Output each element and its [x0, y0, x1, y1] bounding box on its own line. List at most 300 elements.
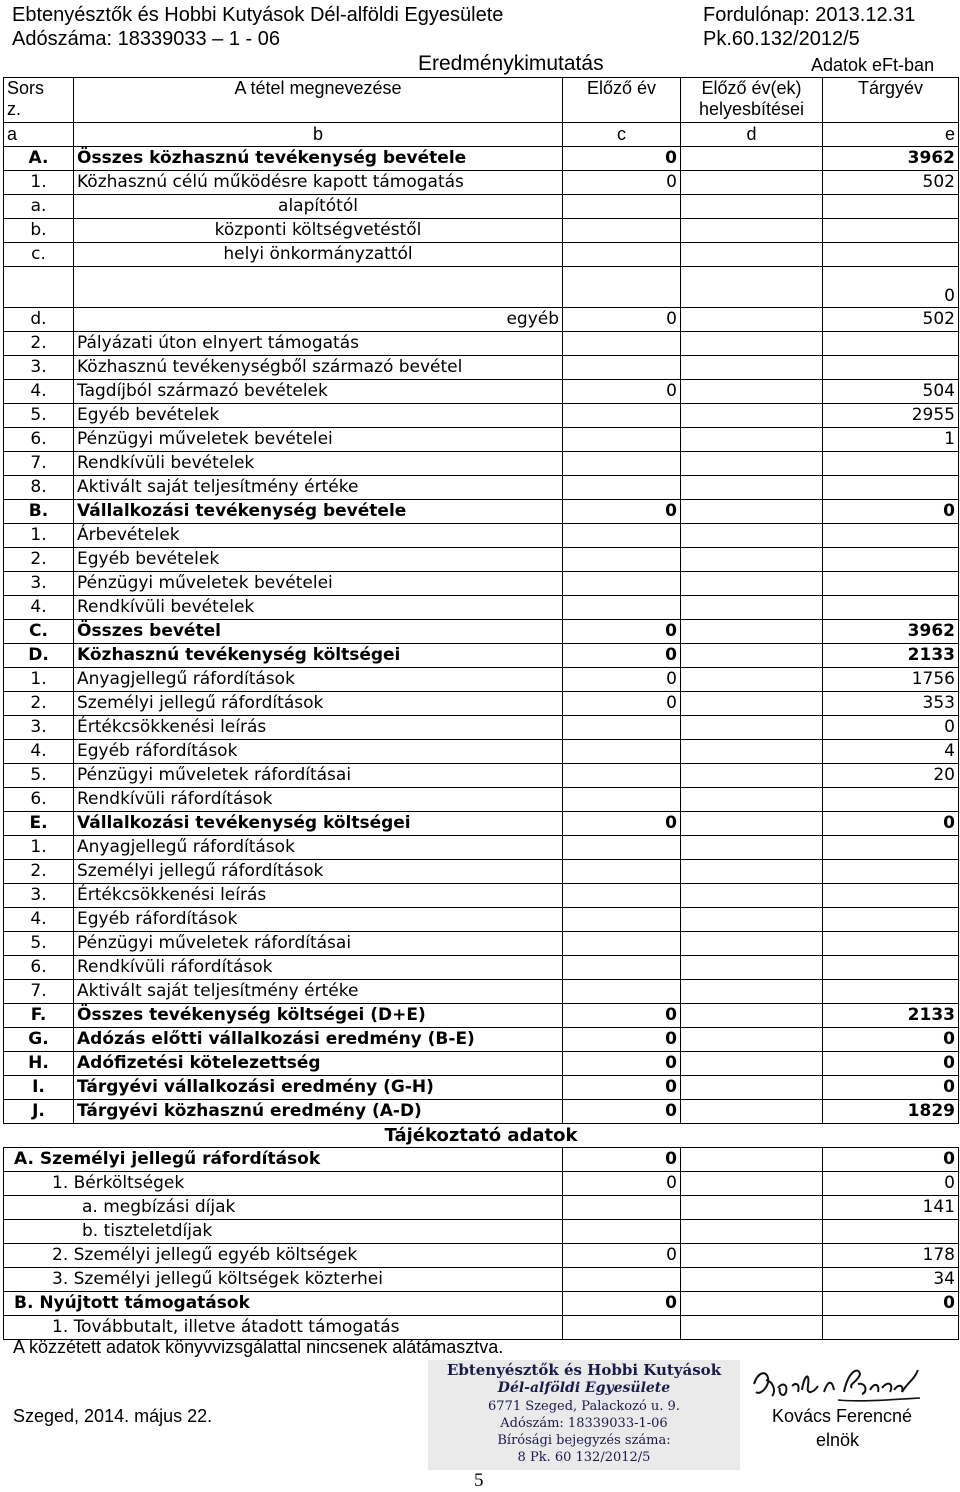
row-adjustments — [681, 524, 823, 548]
row-current-year: 0 — [823, 1028, 959, 1052]
row-code: 7. — [4, 452, 74, 476]
row-code: G. — [4, 1028, 74, 1052]
document-title: Eredménykimutatás — [418, 52, 604, 75]
row-name: Vállalkozási tevékenység bevétele — [74, 500, 563, 524]
info-row-prev-year: 0 — [563, 1244, 681, 1268]
info-row-current-year: 141 — [823, 1196, 959, 1220]
info-row — [4, 1172, 959, 1196]
row-current-year: 504 — [823, 380, 959, 404]
row-code: J. — [4, 1100, 74, 1124]
row-current-year: 0 — [823, 267, 959, 308]
info-row — [4, 1148, 959, 1172]
row-adjustments — [681, 452, 823, 476]
row-prev-year: 0 — [563, 500, 681, 524]
table-row — [4, 980, 959, 1004]
info-row-adjustments — [681, 1244, 823, 1268]
page-number: 5 — [474, 1470, 484, 1491]
row-name: Egyéb bevételek — [74, 548, 563, 572]
row-code: 3. — [4, 716, 74, 740]
info-row-current-year: 0 — [823, 1148, 959, 1172]
row-code: 4. — [4, 596, 74, 620]
row-code: I. — [4, 1076, 74, 1100]
info-row-adjustments — [681, 1148, 823, 1172]
row-code: 2. — [4, 332, 74, 356]
place-date: Szeged, 2014. május 22. — [13, 1406, 213, 1426]
info-row-current-year: 0 — [823, 1292, 959, 1316]
tax-number: Adószáma: 18339033 – 1 - 06 — [12, 28, 280, 50]
header-adjustments — [681, 78, 823, 123]
row-name: Pénzügyi műveletek ráfordításai — [74, 764, 563, 788]
info-row-name: 2. Személyi jellegű egyéb költségek — [4, 1244, 563, 1268]
row-prev-year: 0 — [563, 692, 681, 716]
row-current-year: 0 — [823, 716, 959, 740]
row-current-year — [823, 452, 959, 476]
table-row — [4, 267, 959, 308]
row-adjustments — [681, 740, 823, 764]
row-prev-year — [563, 404, 681, 428]
row-adjustments — [681, 836, 823, 860]
row-adjustments — [681, 147, 823, 171]
row-adjustments — [681, 1052, 823, 1076]
row-prev-year — [563, 788, 681, 812]
turn-date: Fordulónap: 2013.12.31 — [703, 4, 916, 26]
table-row — [4, 356, 959, 380]
col-letter-d: d — [681, 123, 823, 147]
row-prev-year — [563, 884, 681, 908]
row-name: Rendkívüli ráfordítások — [74, 956, 563, 980]
row-current-year: 0 — [823, 500, 959, 524]
row-name: alapítótól — [74, 195, 563, 219]
org-name: Ebtenyésztők és Hobbi Kutyások Dél-alföldi Egyesülete — [12, 4, 504, 26]
row-name — [74, 267, 563, 308]
row-code: 2. — [4, 692, 74, 716]
row-prev-year — [563, 596, 681, 620]
row-code: 6. — [4, 956, 74, 980]
table-row — [4, 1100, 959, 1124]
row-code: 1. — [4, 836, 74, 860]
row-name: Értékcsökkenési leírás — [74, 884, 563, 908]
row-adjustments — [681, 980, 823, 1004]
stamp-line-1: Ebtenyésztők és Hobbi Kutyások — [446, 1361, 722, 1379]
row-code: 5. — [4, 764, 74, 788]
row-prev-year: 0 — [563, 1076, 681, 1100]
row-current-year — [823, 980, 959, 1004]
row-current-year: 2133 — [823, 644, 959, 668]
court-registration: Pk.60.132/2012/5 — [703, 28, 860, 50]
info-row-prev-year: 0 — [563, 1172, 681, 1196]
info-row-adjustments — [681, 1196, 823, 1220]
row-current-year: 2133 — [823, 1004, 959, 1028]
row-prev-year — [563, 908, 681, 932]
row-current-year: 1756 — [823, 668, 959, 692]
row-prev-year: 0 — [563, 171, 681, 195]
row-adjustments — [681, 692, 823, 716]
row-prev-year — [563, 836, 681, 860]
header-adjustments-line1: Előző év(ek) — [701, 78, 802, 98]
header-current-year: Tárgyév — [823, 78, 959, 123]
row-current-year: 1829 — [823, 1100, 959, 1124]
row-name: Pénzügyi műveletek ráfordításai — [74, 932, 563, 956]
col-letter-c: c — [563, 123, 681, 147]
table-row — [4, 1004, 959, 1028]
table-row — [4, 147, 959, 171]
row-name: Tárgyévi vállalkozási eredmény (G-H) — [74, 1076, 563, 1100]
row-name: Árbevételek — [74, 524, 563, 548]
table-row — [4, 860, 959, 884]
audit-note: A közzétett adatok könyvvizsgálattal nincsenek alátámasztva. — [13, 1337, 504, 1357]
table-row — [4, 428, 959, 452]
table-row — [4, 788, 959, 812]
income-statement-table — [3, 77, 959, 1340]
row-adjustments — [681, 1028, 823, 1052]
row-name: Vállalkozási tevékenység költségei — [74, 812, 563, 836]
row-adjustments — [681, 788, 823, 812]
info-row-current-year: 0 — [823, 1172, 959, 1196]
table-row — [4, 692, 959, 716]
row-code: B. — [4, 500, 74, 524]
table-row — [4, 1076, 959, 1100]
info-title: Tájékoztató adatok — [4, 1124, 959, 1148]
row-code: A. — [4, 147, 74, 171]
info-row-prev-year — [563, 1196, 681, 1220]
table-row — [4, 908, 959, 932]
table-row — [4, 644, 959, 668]
row-prev-year — [563, 740, 681, 764]
row-name: Közhasznú célú működésre kapott támogatás — [74, 171, 563, 195]
row-name: Aktivált saját teljesítmény értéke — [74, 980, 563, 1004]
table-row — [4, 764, 959, 788]
row-code: d. — [4, 308, 74, 332]
row-name: Rendkívüli bevételek — [74, 452, 563, 476]
row-adjustments — [681, 548, 823, 572]
row-code: 1. — [4, 668, 74, 692]
row-prev-year: 0 — [563, 1100, 681, 1124]
info-row-prev-year — [563, 1220, 681, 1244]
row-adjustments — [681, 932, 823, 956]
table-body — [4, 78, 959, 1340]
table-row — [4, 243, 959, 267]
row-name: Anyagjellegű ráfordítások — [74, 836, 563, 860]
row-current-year — [823, 332, 959, 356]
row-adjustments — [681, 716, 823, 740]
col-letter-a: a — [4, 123, 74, 147]
row-prev-year — [563, 332, 681, 356]
table-row — [4, 572, 959, 596]
row-code: 4. — [4, 740, 74, 764]
row-current-year: 0 — [823, 812, 959, 836]
table-row — [4, 195, 959, 219]
row-adjustments — [681, 500, 823, 524]
info-row-prev-year: 0 — [563, 1148, 681, 1172]
info-row-name: B. Nyújtott támogatások — [4, 1292, 563, 1316]
row-prev-year — [563, 860, 681, 884]
row-current-year — [823, 956, 959, 980]
stamp-line-2: Dél-alföldi Egyesülete — [497, 1380, 671, 1396]
row-name: Tagdíjból származó bevételek — [74, 380, 563, 404]
table-row — [4, 932, 959, 956]
row-current-year — [823, 932, 959, 956]
signer-role: elnök — [816, 1430, 860, 1450]
info-row — [4, 1268, 959, 1292]
row-name: központi költségvetéstől — [74, 219, 563, 243]
header-sorsz — [4, 78, 74, 123]
row-code: 3. — [4, 884, 74, 908]
row-current-year — [823, 524, 959, 548]
row-name: Egyéb bevételek — [74, 404, 563, 428]
row-prev-year — [563, 195, 681, 219]
table-row — [4, 956, 959, 980]
table-row — [4, 500, 959, 524]
stamp-line-6: 8 Pk. 60 132/2012/5 — [517, 1450, 651, 1465]
row-name: Személyi jellegű ráfordítások — [74, 692, 563, 716]
table-row — [4, 404, 959, 428]
row-prev-year: 0 — [563, 1052, 681, 1076]
table-header-row — [4, 78, 959, 123]
row-prev-year: 0 — [563, 1028, 681, 1052]
info-row-adjustments — [681, 1220, 823, 1244]
info-row-current-year: 34 — [823, 1268, 959, 1292]
row-adjustments — [681, 1076, 823, 1100]
row-code: F. — [4, 1004, 74, 1028]
info-row-current-year: 178 — [823, 1244, 959, 1268]
row-prev-year — [563, 267, 681, 308]
header-sorsz-line1: Sors — [7, 78, 45, 98]
info-row-adjustments — [681, 1292, 823, 1316]
row-code: 5. — [4, 932, 74, 956]
row-prev-year — [563, 219, 681, 243]
row-code: 5. — [4, 404, 74, 428]
row-name: Egyéb ráfordítások — [74, 908, 563, 932]
header-adjustments-line2: helyesbítései — [698, 99, 805, 119]
row-name: Összes közhasznú tevékenység bevétele — [74, 147, 563, 171]
row-adjustments — [681, 572, 823, 596]
stamp-line-4: Adószám: 18339033-1-06 — [500, 1416, 668, 1431]
row-code: a. — [4, 195, 74, 219]
row-current-year — [823, 788, 959, 812]
row-adjustments — [681, 195, 823, 219]
col-letter-b: b — [74, 123, 563, 147]
stamp-line-3: 6771 Szeged, Palackozó u. 9. — [488, 1399, 680, 1414]
row-current-year: 502 — [823, 171, 959, 195]
info-row — [4, 1292, 959, 1316]
row-current-year: 0 — [823, 1052, 959, 1076]
row-code: b. — [4, 219, 74, 243]
row-name: Anyagjellegű ráfordítások — [74, 668, 563, 692]
row-adjustments — [681, 356, 823, 380]
row-prev-year — [563, 524, 681, 548]
header-item-name: A tétel megnevezése — [74, 78, 563, 123]
info-row-current-year — [823, 1220, 959, 1244]
table-row — [4, 308, 959, 332]
table-row — [4, 1028, 959, 1052]
row-name: Közhasznú tevékenységből származó bevétel — [74, 356, 563, 380]
row-prev-year: 0 — [563, 147, 681, 171]
row-name: Személyi jellegű ráfordítások — [74, 860, 563, 884]
row-current-year — [823, 356, 959, 380]
row-name: Összes bevétel — [74, 620, 563, 644]
info-row-current-year — [823, 1316, 959, 1340]
row-name: Pénzügyi műveletek bevételei — [74, 572, 563, 596]
row-code: 1. — [4, 171, 74, 195]
row-current-year: 2955 — [823, 404, 959, 428]
row-name: Egyéb ráfordítások — [74, 740, 563, 764]
row-prev-year — [563, 356, 681, 380]
row-adjustments — [681, 428, 823, 452]
row-name: egyéb — [74, 308, 563, 332]
info-row-name: A. Személyi jellegű ráfordítások — [4, 1148, 563, 1172]
row-prev-year: 0 — [563, 380, 681, 404]
row-current-year — [823, 195, 959, 219]
table-row — [4, 219, 959, 243]
row-prev-year: 0 — [563, 644, 681, 668]
row-code: 6. — [4, 428, 74, 452]
row-adjustments — [681, 1004, 823, 1028]
row-prev-year — [563, 452, 681, 476]
row-adjustments — [681, 764, 823, 788]
table-row — [4, 171, 959, 195]
units-label: Adatok eFt-ban — [811, 55, 935, 75]
row-adjustments — [681, 380, 823, 404]
info-row-adjustments — [681, 1268, 823, 1292]
row-code: 6. — [4, 788, 74, 812]
row-code: 1. — [4, 524, 74, 548]
row-current-year — [823, 243, 959, 267]
column-letter-row — [4, 123, 959, 147]
info-row-name: b. tiszteletdíjak — [4, 1220, 563, 1244]
row-current-year: 1 — [823, 428, 959, 452]
row-code: 3. — [4, 572, 74, 596]
row-prev-year — [563, 932, 681, 956]
row-current-year: 20 — [823, 764, 959, 788]
row-code: 2. — [4, 860, 74, 884]
row-name: Adófizetési kötelezettség — [74, 1052, 563, 1076]
row-name: Rendkívüli ráfordítások — [74, 788, 563, 812]
row-adjustments — [681, 267, 823, 308]
row-code: D. — [4, 644, 74, 668]
row-code: C. — [4, 620, 74, 644]
row-name: helyi önkormányzattól — [74, 243, 563, 267]
table-row — [4, 836, 959, 860]
row-adjustments — [681, 596, 823, 620]
row-adjustments — [681, 668, 823, 692]
info-row-name: a. megbízási díjak — [4, 1196, 563, 1220]
row-current-year — [823, 908, 959, 932]
organization-stamp — [428, 1360, 740, 1470]
table-row — [4, 884, 959, 908]
info-row-prev-year: 0 — [563, 1292, 681, 1316]
row-prev-year — [563, 428, 681, 452]
table-row — [4, 1052, 959, 1076]
row-adjustments — [681, 308, 823, 332]
row-code: 8. — [4, 476, 74, 500]
row-prev-year — [563, 476, 681, 500]
row-current-year: 3962 — [823, 620, 959, 644]
stamp-line-5: Bírósági bejegyzés száma: — [497, 1433, 671, 1448]
row-prev-year — [563, 572, 681, 596]
row-adjustments — [681, 476, 823, 500]
row-adjustments — [681, 860, 823, 884]
row-code: 3. — [4, 356, 74, 380]
row-name: Pénzügyi műveletek bevételei — [74, 428, 563, 452]
table-row — [4, 548, 959, 572]
row-prev-year — [563, 764, 681, 788]
table-row — [4, 524, 959, 548]
row-adjustments — [681, 404, 823, 428]
row-prev-year — [563, 548, 681, 572]
row-adjustments — [681, 332, 823, 356]
table-row — [4, 596, 959, 620]
row-name: Tárgyévi közhasznú eredmény (A-D) — [74, 1100, 563, 1124]
row-prev-year: 0 — [563, 812, 681, 836]
row-adjustments — [681, 644, 823, 668]
row-prev-year — [563, 243, 681, 267]
table-row — [4, 716, 959, 740]
row-current-year: 0 — [823, 1076, 959, 1100]
info-row-name: 3. Személyi jellegű költségek közterhei — [4, 1268, 563, 1292]
row-current-year — [823, 884, 959, 908]
table-row — [4, 740, 959, 764]
row-adjustments — [681, 908, 823, 932]
row-code: E. — [4, 812, 74, 836]
row-code — [4, 267, 74, 308]
row-current-year — [823, 572, 959, 596]
row-current-year: 502 — [823, 308, 959, 332]
row-adjustments — [681, 243, 823, 267]
info-row-adjustments — [681, 1172, 823, 1196]
row-adjustments — [681, 171, 823, 195]
row-name: Adózás előtti vállalkozási eredmény (B-E) — [74, 1028, 563, 1052]
table-row — [4, 620, 959, 644]
row-prev-year: 0 — [563, 308, 681, 332]
row-code: 7. — [4, 980, 74, 1004]
info-row-name: 1. Bérköltségek — [4, 1172, 563, 1196]
row-prev-year: 0 — [563, 620, 681, 644]
row-name: Közhasznú tevékenység költségei — [74, 644, 563, 668]
row-adjustments — [681, 219, 823, 243]
table-row — [4, 380, 959, 404]
table-row — [4, 452, 959, 476]
signer-name: Kovács Ferencné — [772, 1406, 913, 1426]
row-name: Rendkívüli bevételek — [74, 596, 563, 620]
row-adjustments — [681, 1100, 823, 1124]
row-prev-year — [563, 716, 681, 740]
info-row-prev-year — [563, 1316, 681, 1340]
row-current-year — [823, 548, 959, 572]
row-code: 4. — [4, 908, 74, 932]
row-current-year — [823, 219, 959, 243]
info-row-prev-year — [563, 1268, 681, 1292]
header-sorsz-line2: z. — [7, 99, 22, 119]
row-current-year — [823, 836, 959, 860]
info-row-adjustments — [681, 1316, 823, 1340]
row-current-year — [823, 860, 959, 884]
row-adjustments — [681, 884, 823, 908]
table-row — [4, 332, 959, 356]
info-row-name: 1. Továbbutalt, illetve átadott támogatás — [4, 1316, 563, 1340]
row-prev-year: 0 — [563, 668, 681, 692]
table-row — [4, 668, 959, 692]
row-current-year: 4 — [823, 740, 959, 764]
row-current-year — [823, 596, 959, 620]
info-row — [4, 1220, 959, 1244]
handwritten-signature — [748, 1362, 923, 1408]
header-prev-year: Előző év — [563, 78, 681, 123]
table-row — [4, 812, 959, 836]
row-adjustments — [681, 620, 823, 644]
row-prev-year — [563, 980, 681, 1004]
row-name: Összes tevékenység költségei (D+E) — [74, 1004, 563, 1028]
row-name: Aktivált saját teljesítmény értéke — [74, 476, 563, 500]
